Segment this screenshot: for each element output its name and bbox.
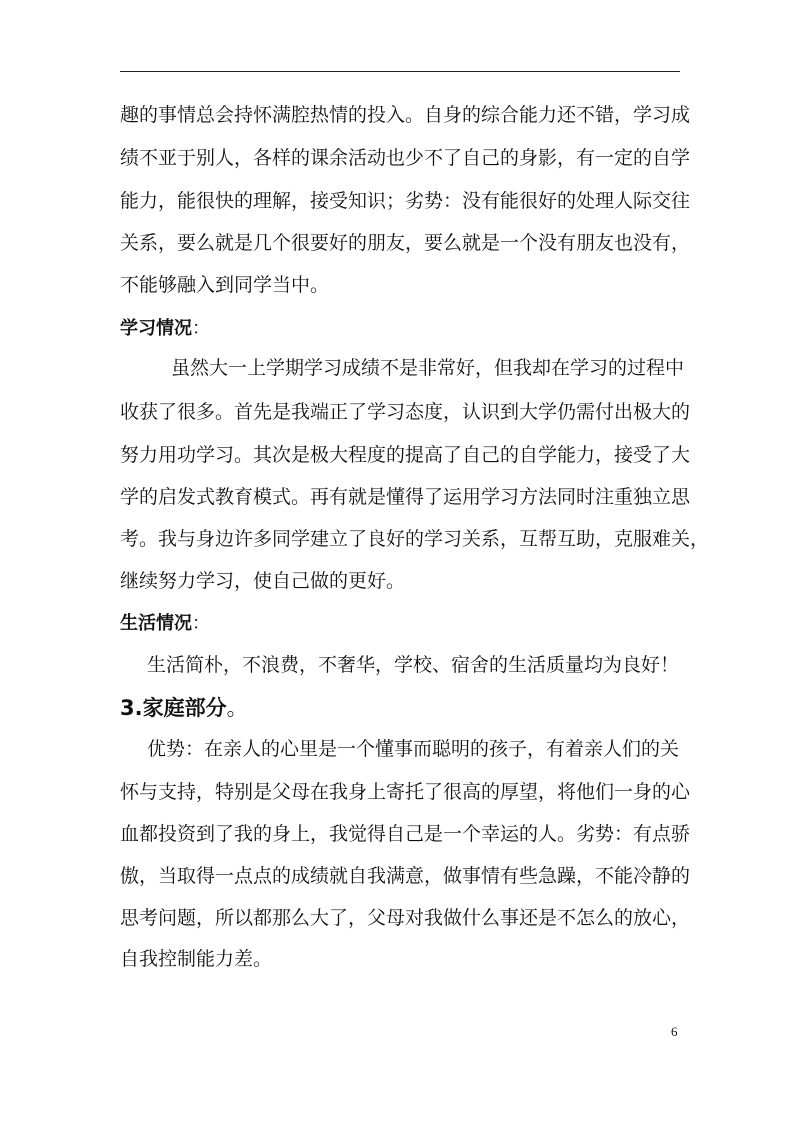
life-heading <box>120 612 210 636</box>
family-line-1: 优势：在亲人的心里是一个懂事而聪明的孩子，有着亲人们的关 <box>147 738 680 760</box>
study-heading-colon: ： <box>192 318 210 339</box>
intro-line-3: 能力，能很快的理解，接受知识；劣势：没有能很好的处理人际交往 <box>120 190 691 212</box>
intro-line-2: 绩不亚于别人，各样的课余活动也少不了自己的身影，有一定的自学 <box>120 147 691 169</box>
life-heading-colon: ： <box>192 613 210 634</box>
family-heading-text: 3.家庭部分 <box>120 696 227 720</box>
study-line-3: 努力用功学习。其次是极大程度的提高了自己的自学能力，接受了大 <box>120 444 691 466</box>
family-line-6: 自我控制能力差。 <box>120 948 273 970</box>
study-line-6: 继续努力学习，使自己做的更好。 <box>120 570 406 592</box>
intro-line-4: 关系，要么就是几个很要好的朋友，要么就是一个没有朋友也没有， <box>120 232 691 254</box>
intro-line-1: 趣的事情总会持怀满腔热情的投入。自身的综合能力还不错，学习成 <box>120 104 691 126</box>
family-line-2: 怀与支持，特别是父母在我身上寄托了很高的厚望，将他们一身的心 <box>120 781 691 803</box>
header-rule <box>120 71 680 72</box>
study-line-4: 学的启发式教育模式。再有就是懂得了运用学习方法同时注重独立思 <box>120 486 691 508</box>
study-line-5: 考。我与身边许多同学建立了良好的学习关系，互帮互助，克服难关， <box>120 528 710 550</box>
family-line-3: 血都投资到了我的身上，我觉得自己是一个幸运的人。劣势：有点骄 <box>120 823 691 845</box>
family-heading <box>120 695 248 721</box>
family-heading-period: 。 <box>226 696 248 720</box>
study-line-1: 虽然大一上学期学习成绩不是非常好，但我却在学习的过程中 <box>171 357 685 379</box>
family-line-5: 思考问题，所以都那么大了，父母对我做什么事还是不怎么的放心， <box>120 907 691 929</box>
family-line-4: 傲，当取得一点点的成绩就自我满意，做事情有些急躁，不能冷静的 <box>120 865 691 887</box>
study-line-2: 收获了很多。首先是我端正了学习态度，认识到大学仍需付出极大的 <box>120 401 691 423</box>
life-line: 生活简朴，不浪费，不奢华，学校、宿舍的生活质量均为良好！ <box>147 654 680 676</box>
study-heading-text: 学习情况 <box>120 318 192 339</box>
intro-line-5: 不能够融入到同学当中。 <box>120 274 330 296</box>
study-heading <box>120 317 210 341</box>
life-heading-text: 生活情况 <box>120 613 192 634</box>
page-number: 6 <box>671 1024 678 1039</box>
